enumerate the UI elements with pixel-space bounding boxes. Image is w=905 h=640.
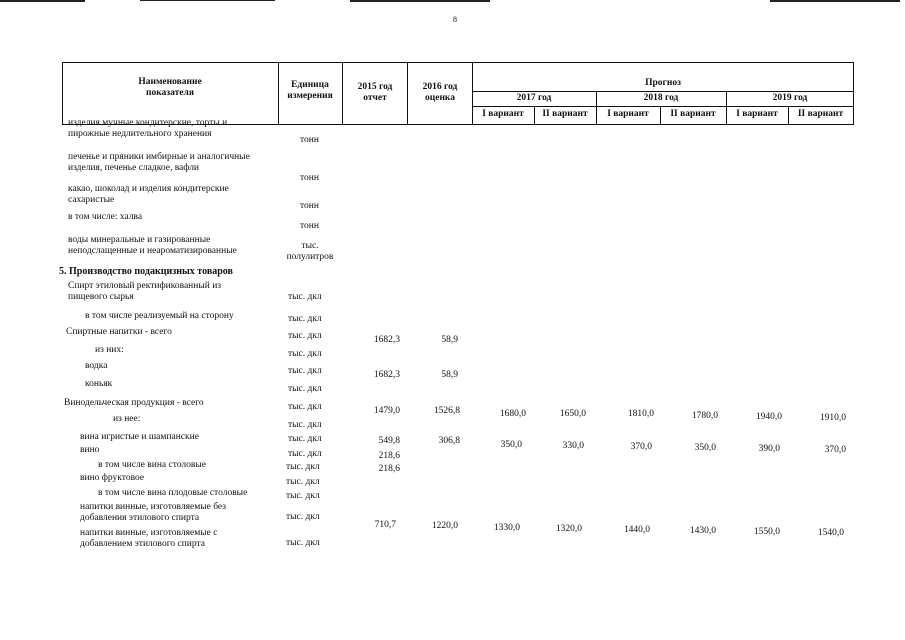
row-name: из них: (95, 345, 124, 355)
header-2015: 2015 год отчет (357, 82, 393, 103)
forecast-value: 1440,0 (623, 525, 650, 535)
forecast-value: 1430,0 (689, 526, 716, 536)
row-name: из нее: (113, 414, 141, 424)
row-unit: тыс. дкл (288, 314, 322, 324)
scan-mark (770, 0, 900, 2)
row-name: напитки винные, изготовляемые с добавлением этилового спирта (80, 528, 218, 549)
row-unit: тыс. дкл (288, 384, 322, 394)
forecast-value: 350,0 (694, 443, 716, 453)
value-2015: 549,8 (378, 436, 400, 446)
row-unit: тыс. дкл (288, 402, 322, 412)
row-name: коньяк (85, 379, 113, 389)
header-variant: I вариант (736, 109, 778, 119)
forecast-value: 390,0 (758, 444, 780, 454)
row-unit: тыс. дкл (288, 331, 322, 341)
row-unit: тыс. дкл (286, 462, 320, 472)
row-name: печенье и пряники имбирные и аналогичные изделия, печенье сладкое, вафли (68, 152, 250, 173)
forecast-value: 1810,0 (627, 409, 654, 419)
row-name: в том числе: халва (68, 212, 143, 222)
row-name: водка (85, 361, 108, 371)
row-name: Винодельческая продукция - всего (64, 398, 204, 408)
row-name: в том числе реализуемый на сторону (85, 311, 234, 321)
row-unit: тыс. дкл (286, 491, 320, 501)
forecast-value: 370,0 (630, 442, 652, 452)
row-unit: тыс. дкл (286, 538, 320, 548)
header-variant: I вариант (482, 109, 524, 119)
row-unit: тонн (300, 173, 319, 183)
value-2015: 1682,3 (373, 370, 400, 380)
forecast-value: 1540,0 (817, 528, 844, 538)
value-2016: 58,9 (441, 370, 458, 380)
header-2016: 2016 год оценка (422, 82, 458, 103)
row-unit: тонн (300, 221, 319, 231)
row-unit: тыс. полулитров (286, 241, 334, 262)
scan-mark (350, 0, 490, 2)
header-variant: II вариант (797, 109, 844, 119)
row-name: вино (80, 445, 100, 455)
row-name: вино фруктовое (80, 473, 145, 483)
row-name: в том числе вина столовые (98, 460, 206, 470)
value-2016: 1220,0 (431, 521, 458, 531)
value-2015: 710,7 (374, 520, 396, 530)
header-variant: II вариант (670, 109, 716, 119)
row-unit: тыс. дкл (288, 420, 322, 430)
scan-mark (140, 0, 275, 1)
forecast-value: 1940,0 (755, 412, 782, 422)
row-unit: тонн (300, 135, 319, 145)
value-2016: 1526,8 (433, 406, 460, 416)
header-name-column: Наименование показателя (138, 77, 202, 98)
forecast-value: 370,0 (824, 445, 846, 455)
value-2016: 306,8 (438, 436, 460, 446)
value-2015: 1682,3 (373, 335, 400, 345)
forecast-value: 1910,0 (819, 413, 846, 423)
value-2015: 218,6 (378, 451, 400, 461)
section-heading: 5. Производство подакцизных товаров (59, 266, 233, 277)
row-name: какао, шоколад и изделия кондитерские сахаристые (68, 184, 229, 205)
row-unit: тыс. дкл (286, 512, 320, 522)
row-name: вина игристые и шампанские (80, 432, 199, 442)
forecast-value: 330,0 (562, 441, 584, 451)
row-name: изделия мучные кондитерские, торты и пирожные недлительного хранения (68, 118, 228, 139)
row-name: в том числе вина плодовые столовые (98, 488, 248, 498)
row-unit: тонн (300, 201, 319, 211)
header-variant: II вариант (542, 109, 588, 119)
scan-mark (0, 0, 85, 2)
row-unit: тыс. дкл (288, 449, 322, 459)
forecast-value: 1650,0 (559, 409, 586, 419)
row-name: напитки винные, изготовляемые без добавления этилового спирта (80, 502, 227, 523)
page-number: 8 (453, 15, 457, 24)
forecast-value: 1330,0 (493, 523, 520, 533)
row-name: Спиртные напитки - всего (66, 327, 172, 337)
row-unit: тыс. дкл (288, 366, 322, 376)
header-year-2019: 2019 год (772, 93, 808, 103)
row-unit: тыс. дкл (288, 349, 322, 359)
row-name: воды минеральные и газированные неподслащенные и неароматизированные (68, 235, 237, 256)
header-year-2018: 2018 год (643, 93, 679, 103)
forecast-value: 1780,0 (691, 411, 718, 421)
forecast-value: 1320,0 (555, 524, 582, 534)
forecast-value: 1550,0 (753, 527, 780, 537)
value-2015: 218,6 (378, 464, 400, 474)
header-unit-column: Единица измерения (287, 80, 333, 101)
row-name: Спирт этиловый ректификованный из пищевого сырья (68, 281, 222, 302)
row-unit: тыс. дкл (288, 434, 322, 444)
value-2016: 58,9 (441, 335, 458, 345)
forecast-value: 1680,0 (499, 409, 526, 419)
row-unit: тыс. дкл (286, 477, 320, 487)
forecast-value: 350,0 (500, 440, 522, 450)
row-unit: тыс. дкл (288, 292, 322, 302)
header-variant: I вариант (607, 109, 649, 119)
header-forecast: Прогноз (645, 78, 681, 88)
header-year-2017: 2017 год (516, 93, 552, 103)
value-2015: 1479,0 (373, 406, 400, 416)
